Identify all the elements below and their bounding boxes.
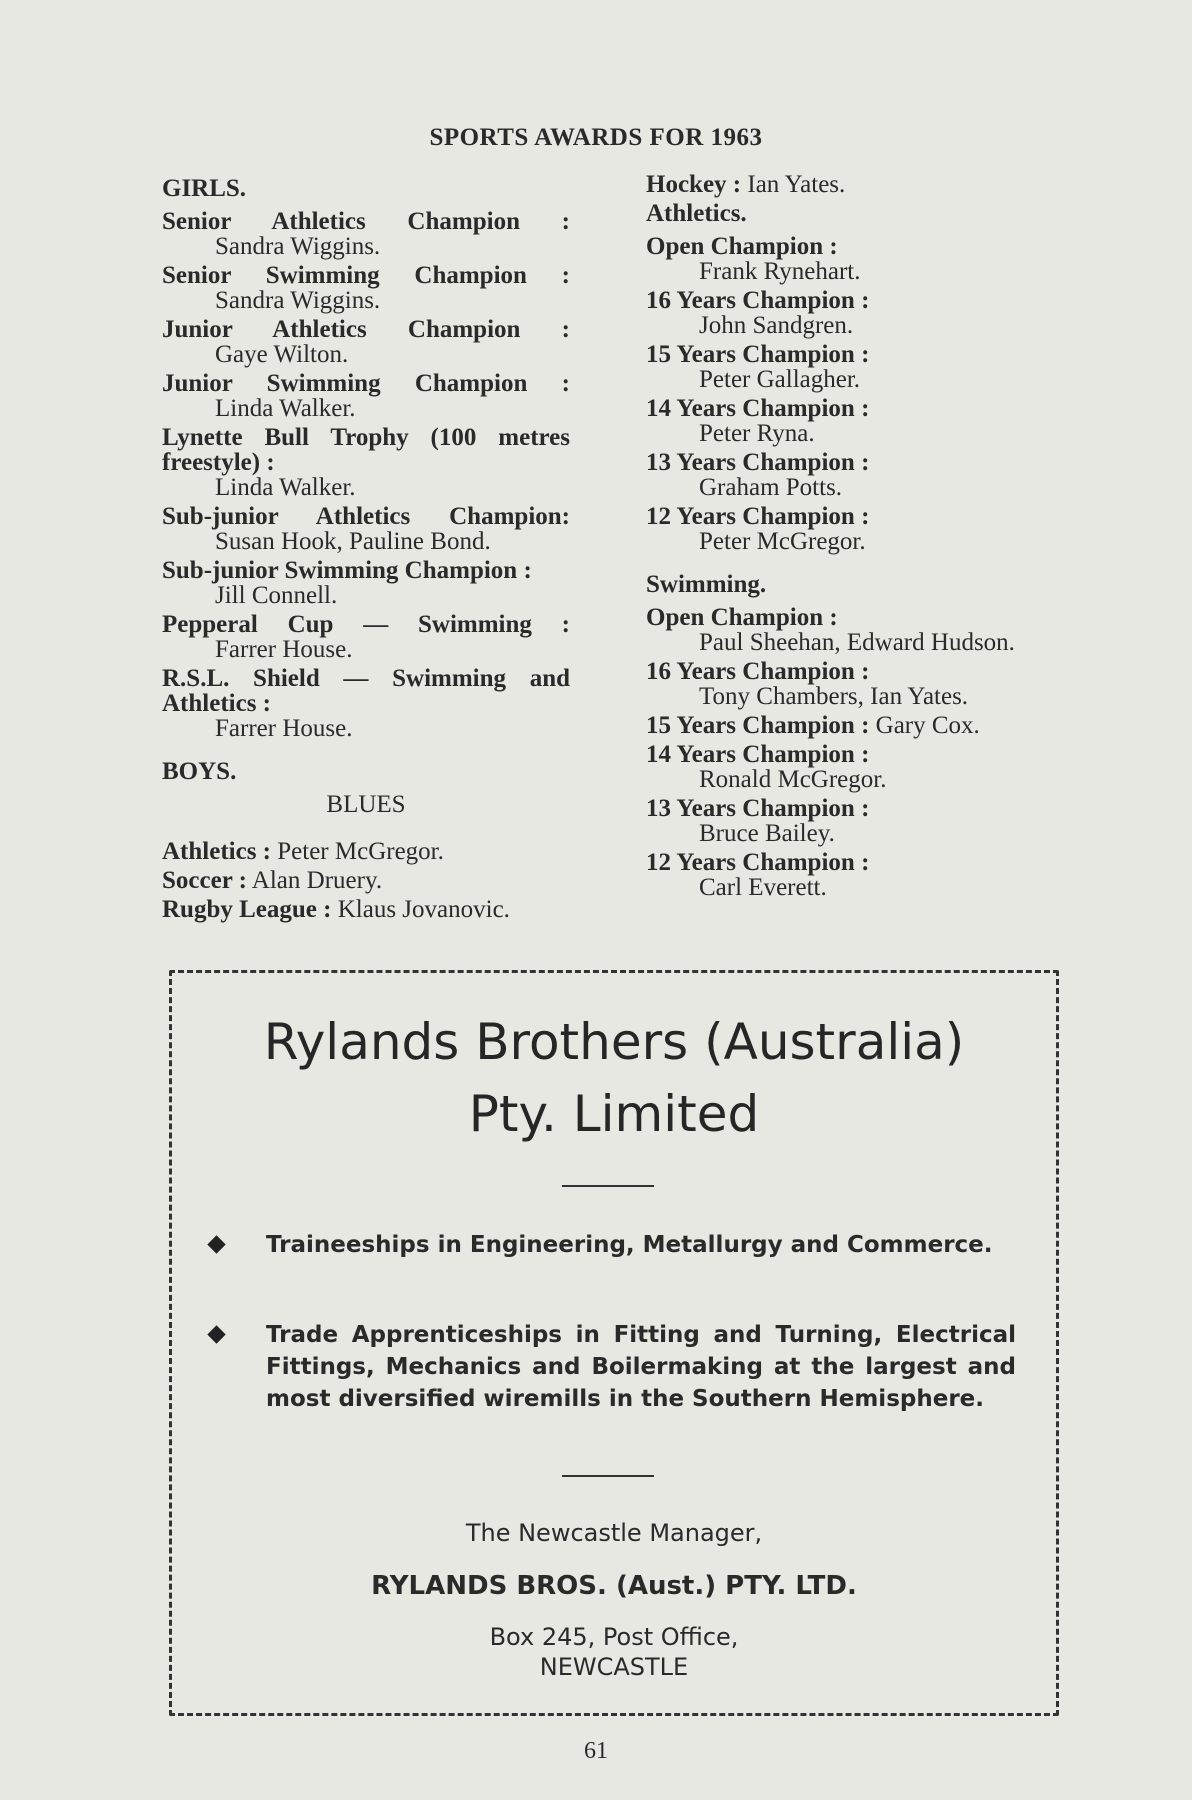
page-title: SPORTS AWARDS FOR 1963 bbox=[429, 124, 763, 151]
ad-company-name: RYLANDS BROS. (Aust.) PTY. LTD. bbox=[371, 1571, 857, 1601]
award-winner: Susan Hook, Pauline Bond. bbox=[215, 528, 491, 555]
award-entry bbox=[162, 317, 570, 367]
award-entry bbox=[646, 172, 1054, 197]
award-label: Junior Swimming Champion : bbox=[162, 370, 570, 397]
award-winner: Alan Druery. bbox=[251, 867, 383, 894]
boys-heading: BOYS. bbox=[162, 758, 237, 785]
award-entry bbox=[162, 263, 570, 313]
award-winner: Tony Chambers, Ian Yates. bbox=[699, 683, 969, 710]
ad-title-line-2: Pty. Limited bbox=[468, 1085, 760, 1143]
award-label: Senior Swimming Champion : bbox=[162, 262, 570, 289]
award-label: Hockey : bbox=[646, 171, 742, 198]
award-winner: Peter Gallagher. bbox=[699, 366, 861, 393]
award-entry bbox=[162, 897, 570, 922]
award-winner: Klaus Jovanovic. bbox=[337, 896, 510, 923]
award-entry bbox=[646, 659, 1054, 709]
ad-bullet-text: Trade Apprenticeships in Fitting and Turning, Electrical Fittings, Mechanics and Boilermaking at the largest and most diversified wiremills in the Southern Hemisphere. bbox=[266, 1322, 1016, 1412]
award-entry bbox=[646, 396, 1054, 446]
award-label: Soccer : bbox=[162, 867, 247, 894]
ad-title-line-1: Rylands Brothers (Australia) bbox=[263, 1013, 965, 1071]
athletics-heading: Athletics. bbox=[646, 200, 747, 227]
award-winner: Bruce Bailey. bbox=[699, 820, 835, 847]
left-column bbox=[162, 172, 570, 926]
award-label: Athletics : bbox=[162, 838, 271, 865]
ad-address-line-2: NEWCASTLE bbox=[539, 1653, 689, 1681]
ad-address-line-1: Box 245, Post Office, bbox=[489, 1623, 739, 1651]
diamond-bullet-icon bbox=[207, 1325, 225, 1343]
award-label: Senior Athletics Champion : bbox=[162, 208, 570, 235]
divider bbox=[562, 1475, 654, 1477]
award-winner: Linda Walker. bbox=[215, 395, 356, 422]
award-entry bbox=[162, 612, 570, 662]
award-label: Rugby League : bbox=[162, 896, 332, 923]
award-winner: Linda Walker. bbox=[215, 474, 356, 501]
swimming-heading: Swimming. bbox=[646, 571, 767, 598]
award-label: Junior Athletics Champion : bbox=[162, 316, 570, 343]
award-entry bbox=[646, 450, 1054, 500]
award-label: 14 Years Champion : bbox=[646, 395, 870, 422]
girls-heading: GIRLS. bbox=[162, 175, 247, 202]
right-column bbox=[646, 172, 1054, 904]
award-entry bbox=[162, 425, 570, 500]
award-winner: Peter Ryna. bbox=[699, 420, 815, 447]
award-label: R.S.L. Shield — Swimming and Athletics : bbox=[162, 665, 570, 717]
award-winner: Peter McGregor. bbox=[277, 838, 444, 865]
award-winner: Ronald McGregor. bbox=[699, 766, 887, 793]
blues-subheading: BLUES bbox=[326, 791, 406, 818]
award-entry bbox=[162, 558, 570, 608]
award-winner: Carl Everett. bbox=[699, 874, 827, 901]
ad-manager: The Newcastle Manager, bbox=[465, 1519, 763, 1547]
award-entry bbox=[162, 666, 570, 741]
award-winner: Gary Cox. bbox=[875, 712, 980, 739]
award-label: 13 Years Champion : bbox=[646, 795, 870, 822]
award-label: 13 Years Champion : bbox=[646, 449, 870, 476]
award-entry bbox=[646, 796, 1054, 846]
award-label: 14 Years Champion : bbox=[646, 741, 870, 768]
award-entry bbox=[162, 868, 570, 893]
award-label: Pepperal Cup — Swimming : bbox=[162, 611, 570, 638]
award-winner: Ian Yates. bbox=[747, 171, 846, 198]
ad-bullet-item bbox=[210, 1229, 1016, 1261]
award-entry bbox=[646, 342, 1054, 392]
award-entry bbox=[162, 371, 570, 421]
award-label: Sub-junior Athletics Champion: bbox=[162, 503, 570, 530]
award-winner: Farrer House. bbox=[215, 715, 353, 742]
award-entry bbox=[646, 850, 1054, 900]
award-entry bbox=[162, 839, 570, 864]
award-winner: Paul Sheehan, Edward Hudson. bbox=[699, 629, 1015, 656]
award-entry bbox=[162, 209, 570, 259]
award-winner: Farrer House. bbox=[215, 636, 353, 663]
award-entry bbox=[646, 605, 1054, 655]
award-label: 15 Years Champion : bbox=[646, 712, 870, 739]
award-label: 15 Years Champion : bbox=[646, 341, 870, 368]
award-entry bbox=[646, 742, 1054, 792]
award-winner: Gaye Wilton. bbox=[215, 341, 349, 368]
award-entry bbox=[646, 713, 1054, 738]
advertisement-box bbox=[169, 970, 1059, 1716]
award-label: Open Champion : bbox=[646, 604, 838, 631]
ad-bullet-text: Traineeships in Engineering, Metallurgy and Commerce. bbox=[266, 1232, 993, 1258]
award-winner: Frank Rynehart. bbox=[699, 258, 861, 285]
ad-bullet-item bbox=[210, 1319, 1016, 1415]
award-winner: Jill Connell. bbox=[215, 582, 338, 609]
award-label: 16 Years Champion : bbox=[646, 658, 870, 685]
award-label: Open Champion : bbox=[646, 233, 838, 260]
award-winner: Sandra Wiggins. bbox=[215, 233, 381, 260]
divider bbox=[562, 1185, 654, 1187]
award-entry bbox=[646, 288, 1054, 338]
award-winner: John Sandgren. bbox=[699, 312, 854, 339]
award-winner: Sandra Wiggins. bbox=[215, 287, 381, 314]
award-entry bbox=[646, 234, 1054, 284]
award-label: Sub-junior Swimming Champion : bbox=[162, 557, 532, 584]
award-entry bbox=[162, 504, 570, 554]
diamond-bullet-icon bbox=[207, 1235, 225, 1253]
award-winner: Peter McGregor. bbox=[699, 528, 866, 555]
award-label: 16 Years Champion : bbox=[646, 287, 870, 314]
award-winner: Graham Potts. bbox=[699, 474, 843, 501]
page-number: 61 bbox=[584, 1738, 608, 1764]
award-label: 12 Years Champion : bbox=[646, 849, 870, 876]
award-label: Lynette Bull Trophy (100 metres freestyle) : bbox=[162, 424, 570, 476]
award-label: 12 Years Champion : bbox=[646, 503, 870, 530]
award-entry bbox=[646, 504, 1054, 554]
